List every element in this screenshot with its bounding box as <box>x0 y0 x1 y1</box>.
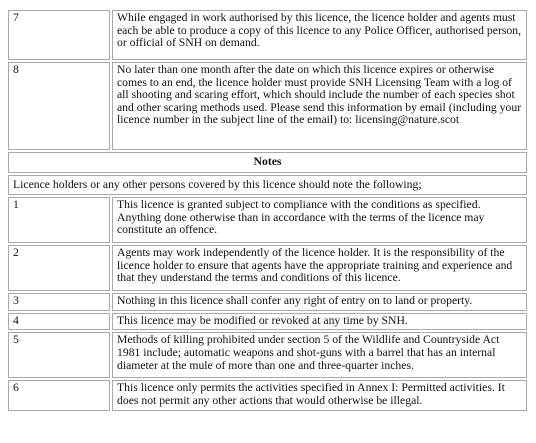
note-text: This licence only permits the activities specified in Annex I: Permitted activities. It does not permit any other actions that would otherwise be illegal. <box>112 380 527 410</box>
condition-text: While engaged in work authorised by this licence, the licence holder and agents must each be able to produce a copy of this licence to any Police Officer, authorised person, or official of SNH on demand. <box>112 10 527 60</box>
note-number: 6 <box>8 380 110 410</box>
condition-text: No later than one month after the date on which this licence expires or otherwise comes to an end, the licence holder must provide SNH Licensing Team with a log of all shooting and scaring effort, which should include the number of each species shot and other scaring methods used. Please send this information by email (including your licence number in the subject line of the email) to: licensing@nature.scot <box>112 62 527 150</box>
table-row <box>8 10 527 60</box>
note-number: 5 <box>8 332 110 378</box>
note-number: 3 <box>8 293 110 311</box>
note-number: 2 <box>8 245 110 291</box>
note-text: Methods of killing prohibited under section 5 of the Wildlife and Countryside Act 1981 include; automatic weapons and shot-guns with a barrel that has an internal diameter at the mule of more than one and three-quarter inches. <box>112 332 527 378</box>
note-number: 1 <box>8 197 110 243</box>
condition-number: 8 <box>8 62 110 150</box>
condition-number: 7 <box>8 10 110 60</box>
note-text: Agents may work independently of the licence holder. It is the responsibility of the licence holder to ensure that agents have the appropriate training and experience and that they understand the terms and conditions of this licence. <box>112 245 527 291</box>
table-row <box>8 62 527 150</box>
note-number: 4 <box>8 313 110 331</box>
note-text: Nothing in this licence shall confer any right of entry on to land or property. <box>112 293 527 311</box>
notes-intro: Licence holders or any other persons covered by this licence should note the following; <box>8 175 527 196</box>
table-row <box>8 380 527 410</box>
table-row <box>8 175 527 196</box>
notes-heading: Notes <box>8 152 527 173</box>
table-row <box>8 245 527 291</box>
table-row <box>8 197 527 243</box>
note-text: This licence is granted subject to compliance with the conditions as specified. Anything done otherwise than in accordance with the terms of the licence may constitute an offence. <box>112 197 527 243</box>
table-row <box>8 152 527 173</box>
table-row <box>8 293 527 311</box>
licence-conditions-table <box>6 8 529 413</box>
table-row <box>8 332 527 378</box>
note-text: This licence may be modified or revoked at any time by SNH. <box>112 313 527 331</box>
table-row <box>8 313 527 331</box>
